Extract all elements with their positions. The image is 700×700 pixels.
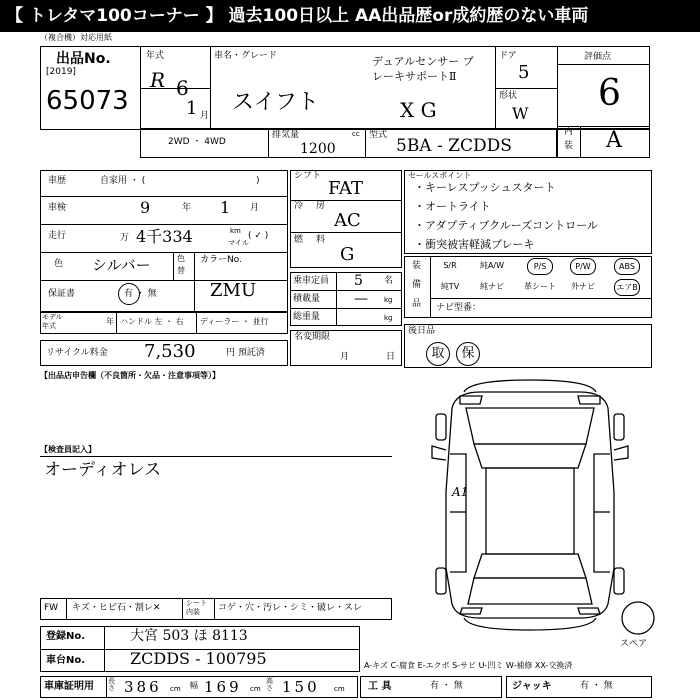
sales-point-2: ・オートライト: [414, 200, 491, 213]
score-label: 評価点: [584, 52, 612, 62]
cert-dim-label-1: 長さ: [108, 677, 115, 692]
inspection-year-unit: 年: [182, 203, 192, 213]
history-close: ): [256, 176, 260, 186]
color-change-label-1: 色: [177, 254, 185, 263]
model-year-unit: 年: [106, 317, 114, 326]
cert-dim-unit-3: cm: [334, 685, 345, 693]
registration-value: 大宮 503 ほ 8113: [130, 628, 248, 644]
year-label: 年式: [146, 51, 165, 61]
sales-point-4: ・衝突被害軽減ブレーキ: [414, 238, 535, 251]
capacity-unit: 名: [384, 276, 394, 286]
cert-dim-label-2: 幅: [190, 681, 198, 690]
shift-value: FAT: [328, 178, 363, 199]
score-value: 6: [598, 73, 621, 114]
spare-label: スペア: [620, 639, 648, 649]
capacity-label: 乗車定員: [293, 276, 330, 286]
mileage-km-unit: km: [230, 227, 241, 235]
banner: 【 トレタマ100コーナー 】 過去100日以上 AA出品歴or成約歴のない車両: [0, 0, 700, 32]
fw-seat-text: コゲ・穴・汚レ・シミ・破レ・スレ: [218, 603, 363, 613]
equip-navi: 純ナビ: [480, 282, 504, 291]
recycle-value: 7,530: [144, 341, 196, 362]
displacement-label: 排気量: [272, 130, 300, 140]
certificate-label: 車庫証明用: [44, 681, 94, 692]
cert-dim-value-2: 169: [204, 678, 242, 696]
car-name: スイフト: [232, 90, 319, 115]
tools-label: 工 具: [368, 681, 392, 692]
recycle-unit: 円 預託済: [226, 348, 265, 358]
legend: A-キズ C-腐食 E-エクボ S-サビ U-凹ミ W-補修 XX-交換済: [364, 661, 573, 670]
inspection-month-unit: 月: [250, 203, 260, 213]
chassis-value: ZCDDS - 100795: [130, 649, 267, 668]
reg-deadline-label: 名変期限: [294, 332, 331, 342]
mileage-man-unit: 万: [120, 233, 130, 243]
later-item-2: 保: [456, 342, 480, 366]
color-no-value: ZMU: [210, 280, 257, 301]
header-frame: [40, 46, 650, 130]
shift-label: シフト: [294, 171, 322, 181]
model-year-label-2: 年式: [42, 322, 56, 330]
inspection-month: 1: [220, 198, 231, 217]
history-label: 車歴: [48, 176, 67, 186]
cert-dim-value-3: 150: [282, 678, 320, 696]
year-value: 6: [176, 76, 189, 100]
interior-frame: [557, 126, 650, 158]
shape-label: 形状: [499, 91, 518, 101]
inspector-note: オーディオレス: [44, 460, 162, 480]
fw-text: キズ・ヒビ石・割レ✕: [72, 603, 161, 613]
load-value: —: [354, 291, 368, 307]
load-unit: kg: [384, 296, 393, 304]
fw-seat-2: 内装: [186, 608, 200, 616]
gross-label: 総重量: [293, 312, 321, 322]
equip-airbag: エアB: [614, 279, 640, 296]
interior-label-2: 装: [564, 141, 574, 151]
inspection-label: 車検: [48, 203, 67, 213]
equipment-label-3: 品: [412, 299, 422, 309]
cert-dim-unit-1: cm: [170, 685, 181, 693]
cert-dim-unit-2: cm: [250, 685, 261, 693]
color-value: シルバー: [92, 256, 151, 274]
car-label: 車名・グレード: [214, 51, 278, 61]
equip-tv: 純TV: [440, 282, 460, 291]
model-year-label-1: モデル: [42, 313, 63, 321]
reg-deadline-day: 日: [386, 352, 396, 362]
tools-value: 有 ・ 無: [430, 681, 463, 691]
inspector-label: 【検査員記入】: [40, 445, 96, 454]
aircon-label-1: 冷: [294, 201, 304, 211]
drive-text: 2WD ・ 4WD: [168, 137, 226, 147]
mileage-value: 4千334: [136, 227, 193, 246]
model-year-handle: ハンドル 左 ・ 右: [120, 317, 184, 326]
equipment-navi-label: ナビ型番：: [436, 303, 482, 313]
aircon-value: AC: [334, 210, 361, 231]
year-month-unit: 月: [200, 111, 210, 121]
interior-value: A: [606, 128, 622, 153]
jack-value: 有 ・ 無: [580, 681, 613, 691]
recycle-label: リサイクル料金: [46, 348, 108, 358]
warranty-circle: [118, 283, 140, 305]
fw-seat-1: シート: [186, 599, 207, 607]
equipment-label-2: 備: [412, 280, 422, 290]
door-value: 5: [518, 62, 530, 83]
car-grade-note: デュアルセンサー ブレーキサポートⅡ: [372, 55, 474, 84]
lot-label: 出品No.: [56, 51, 111, 67]
cert-dim-label-3: 高さ: [266, 677, 273, 692]
warranty-options: 有 ・ 無: [124, 289, 157, 299]
inspection-year: 9: [140, 198, 151, 217]
fuel-value: G: [340, 244, 355, 265]
reg-deadline-month: 月: [340, 352, 350, 362]
later-label: 後日品: [408, 326, 436, 336]
fw-label: FW: [44, 603, 59, 613]
equip-sr: S/R: [443, 261, 457, 270]
load-label: 積載量: [293, 294, 321, 304]
displacement-value: 1200: [300, 141, 336, 157]
model-year-dealer: ディーラー ・ 並行: [200, 317, 269, 326]
mileage-mile-unit: マイル: [228, 239, 249, 247]
equip-leather: 革シート: [524, 282, 556, 291]
color-change-label-2: 替: [177, 266, 185, 275]
aircon-label-2: 房: [316, 201, 326, 211]
history-options: 自家用 ・ (: [100, 176, 146, 186]
equip-aw: 純A/W: [479, 261, 505, 270]
fuel-label-1: 燃: [294, 235, 304, 245]
color-no-label: カラーNo.: [200, 255, 242, 265]
car-grade: X G: [400, 98, 437, 122]
capacity-value: 5: [354, 273, 363, 289]
equip-ext-navi: 外ナビ: [571, 282, 595, 291]
equip-abs: ABS: [614, 258, 640, 275]
displacement-unit: cc: [352, 130, 360, 138]
chassis-label: 車台No.: [46, 655, 86, 666]
sales-point-1: ・キーレスプッシュスタート: [414, 181, 556, 194]
sales-point-3: ・アダプティブクルーズコントロール: [414, 219, 598, 232]
door-label: ドア: [499, 51, 517, 61]
jack-label: ジャッキ: [512, 681, 552, 692]
interior-label-1: 内: [564, 127, 574, 137]
year-month: 1: [186, 98, 198, 119]
year-era: R: [150, 68, 166, 92]
sales-points-label: セールスポイント: [408, 171, 472, 180]
gross-unit: kg: [384, 314, 393, 322]
seller-report-label: 【出品店申告欄（不良箇所・欠品・注意事項等）】: [40, 371, 220, 380]
mileage-label: 走行: [48, 231, 67, 241]
lot-number: 65073: [46, 86, 129, 116]
car-diagram: [400, 372, 660, 662]
warranty-label: 保証書: [48, 289, 76, 299]
sub-header: （複合機）対応用紙: [40, 33, 112, 42]
later-item-1: 取: [426, 342, 450, 366]
fuel-label-2: 料: [316, 235, 326, 245]
cert-dim-value-1: 386: [124, 678, 162, 696]
mileage-paren: ( ✓ ): [248, 231, 269, 241]
diagram-mark: A1: [452, 485, 469, 499]
lot-year-note: [2019]: [46, 67, 76, 77]
color-label: 色: [54, 259, 64, 269]
equip-ps: P/S: [527, 258, 553, 275]
equipment-label-1: 装: [412, 261, 422, 271]
model-label: 型式: [369, 130, 388, 140]
shape-value: W: [512, 104, 529, 123]
equip-pw: P/W: [570, 258, 596, 275]
model-value: 5BA - ZCDDS: [396, 136, 512, 156]
registration-label: 登録No.: [46, 631, 86, 642]
